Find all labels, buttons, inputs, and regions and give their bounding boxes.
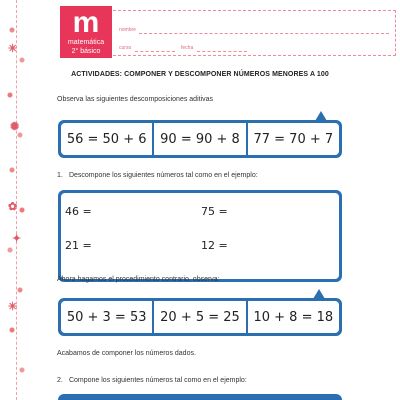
instruction-text: Descompone los siguientes números tal como en el ejemplo: <box>68 172 258 179</box>
example-cell: 10 + 8 = 18 <box>253 309 334 325</box>
exercise-box-decompose <box>58 190 342 282</box>
exercise-box-compose <box>58 394 342 400</box>
name-field-label: nombre <box>119 27 136 33</box>
name-field[interactable] <box>139 33 389 34</box>
example-cell: 50 + 3 = 53 <box>61 301 154 333</box>
doodle-star-icon: ✳ <box>8 43 18 55</box>
logo-subject: matemática <box>67 39 105 46</box>
date-field[interactable] <box>197 51 247 52</box>
subject-logo <box>60 6 112 58</box>
example-cell: 20 + 5 = 25 <box>154 301 247 333</box>
intro-text: Observa las siguientes descomposiciones aditivas <box>57 96 214 103</box>
example-bar-compose <box>58 298 342 336</box>
example-bar-decompose <box>58 120 342 158</box>
doodle-sun-icon: ✺ <box>10 121 20 133</box>
margin-doodles <box>0 0 40 400</box>
exercise-item: 21 = <box>65 239 92 252</box>
course-field-label: curso <box>119 45 132 51</box>
example-cell: 90 = 90 + 8 <box>154 123 247 155</box>
exercise-item: 46 = <box>65 205 92 218</box>
instruction-2 <box>57 377 247 384</box>
doodle-sparkle-icon: ✦ <box>12 233 22 245</box>
instruction-reverse: Ahora hagamos el procedimiento contrario, observa: <box>57 276 220 283</box>
page-title: ACTIVIDADES: COMPONER Y DESCOMPONER NÚMEROS MENORES A 100 <box>71 71 329 78</box>
example-cell: 56 = 50 + 6 <box>61 123 154 155</box>
bubble-tail <box>313 289 325 299</box>
doodle-flower-icon: ✿ <box>8 201 18 213</box>
logo-letter: m <box>72 6 100 39</box>
exercise-item: 12 = <box>201 239 228 252</box>
instruction-text: Compone los siguientes números tal como en el ejemplo: <box>68 377 247 384</box>
student-fields <box>113 10 396 56</box>
doodle-star-icon: ✳ <box>8 301 18 313</box>
date-field-label: fecha <box>181 45 194 51</box>
instruction-number: 1. <box>57 172 63 179</box>
instruction-number: 2. <box>57 377 63 384</box>
note-text: Acabamos de componer los números dados. <box>57 350 196 357</box>
example-cell: 77 = 70 + 7 <box>253 131 334 147</box>
instruction-1 <box>57 172 258 179</box>
exercise-item: 75 = <box>201 205 228 218</box>
course-field[interactable] <box>135 51 175 52</box>
bubble-tail <box>315 111 327 121</box>
logo-grade: 2° básico <box>71 48 101 55</box>
